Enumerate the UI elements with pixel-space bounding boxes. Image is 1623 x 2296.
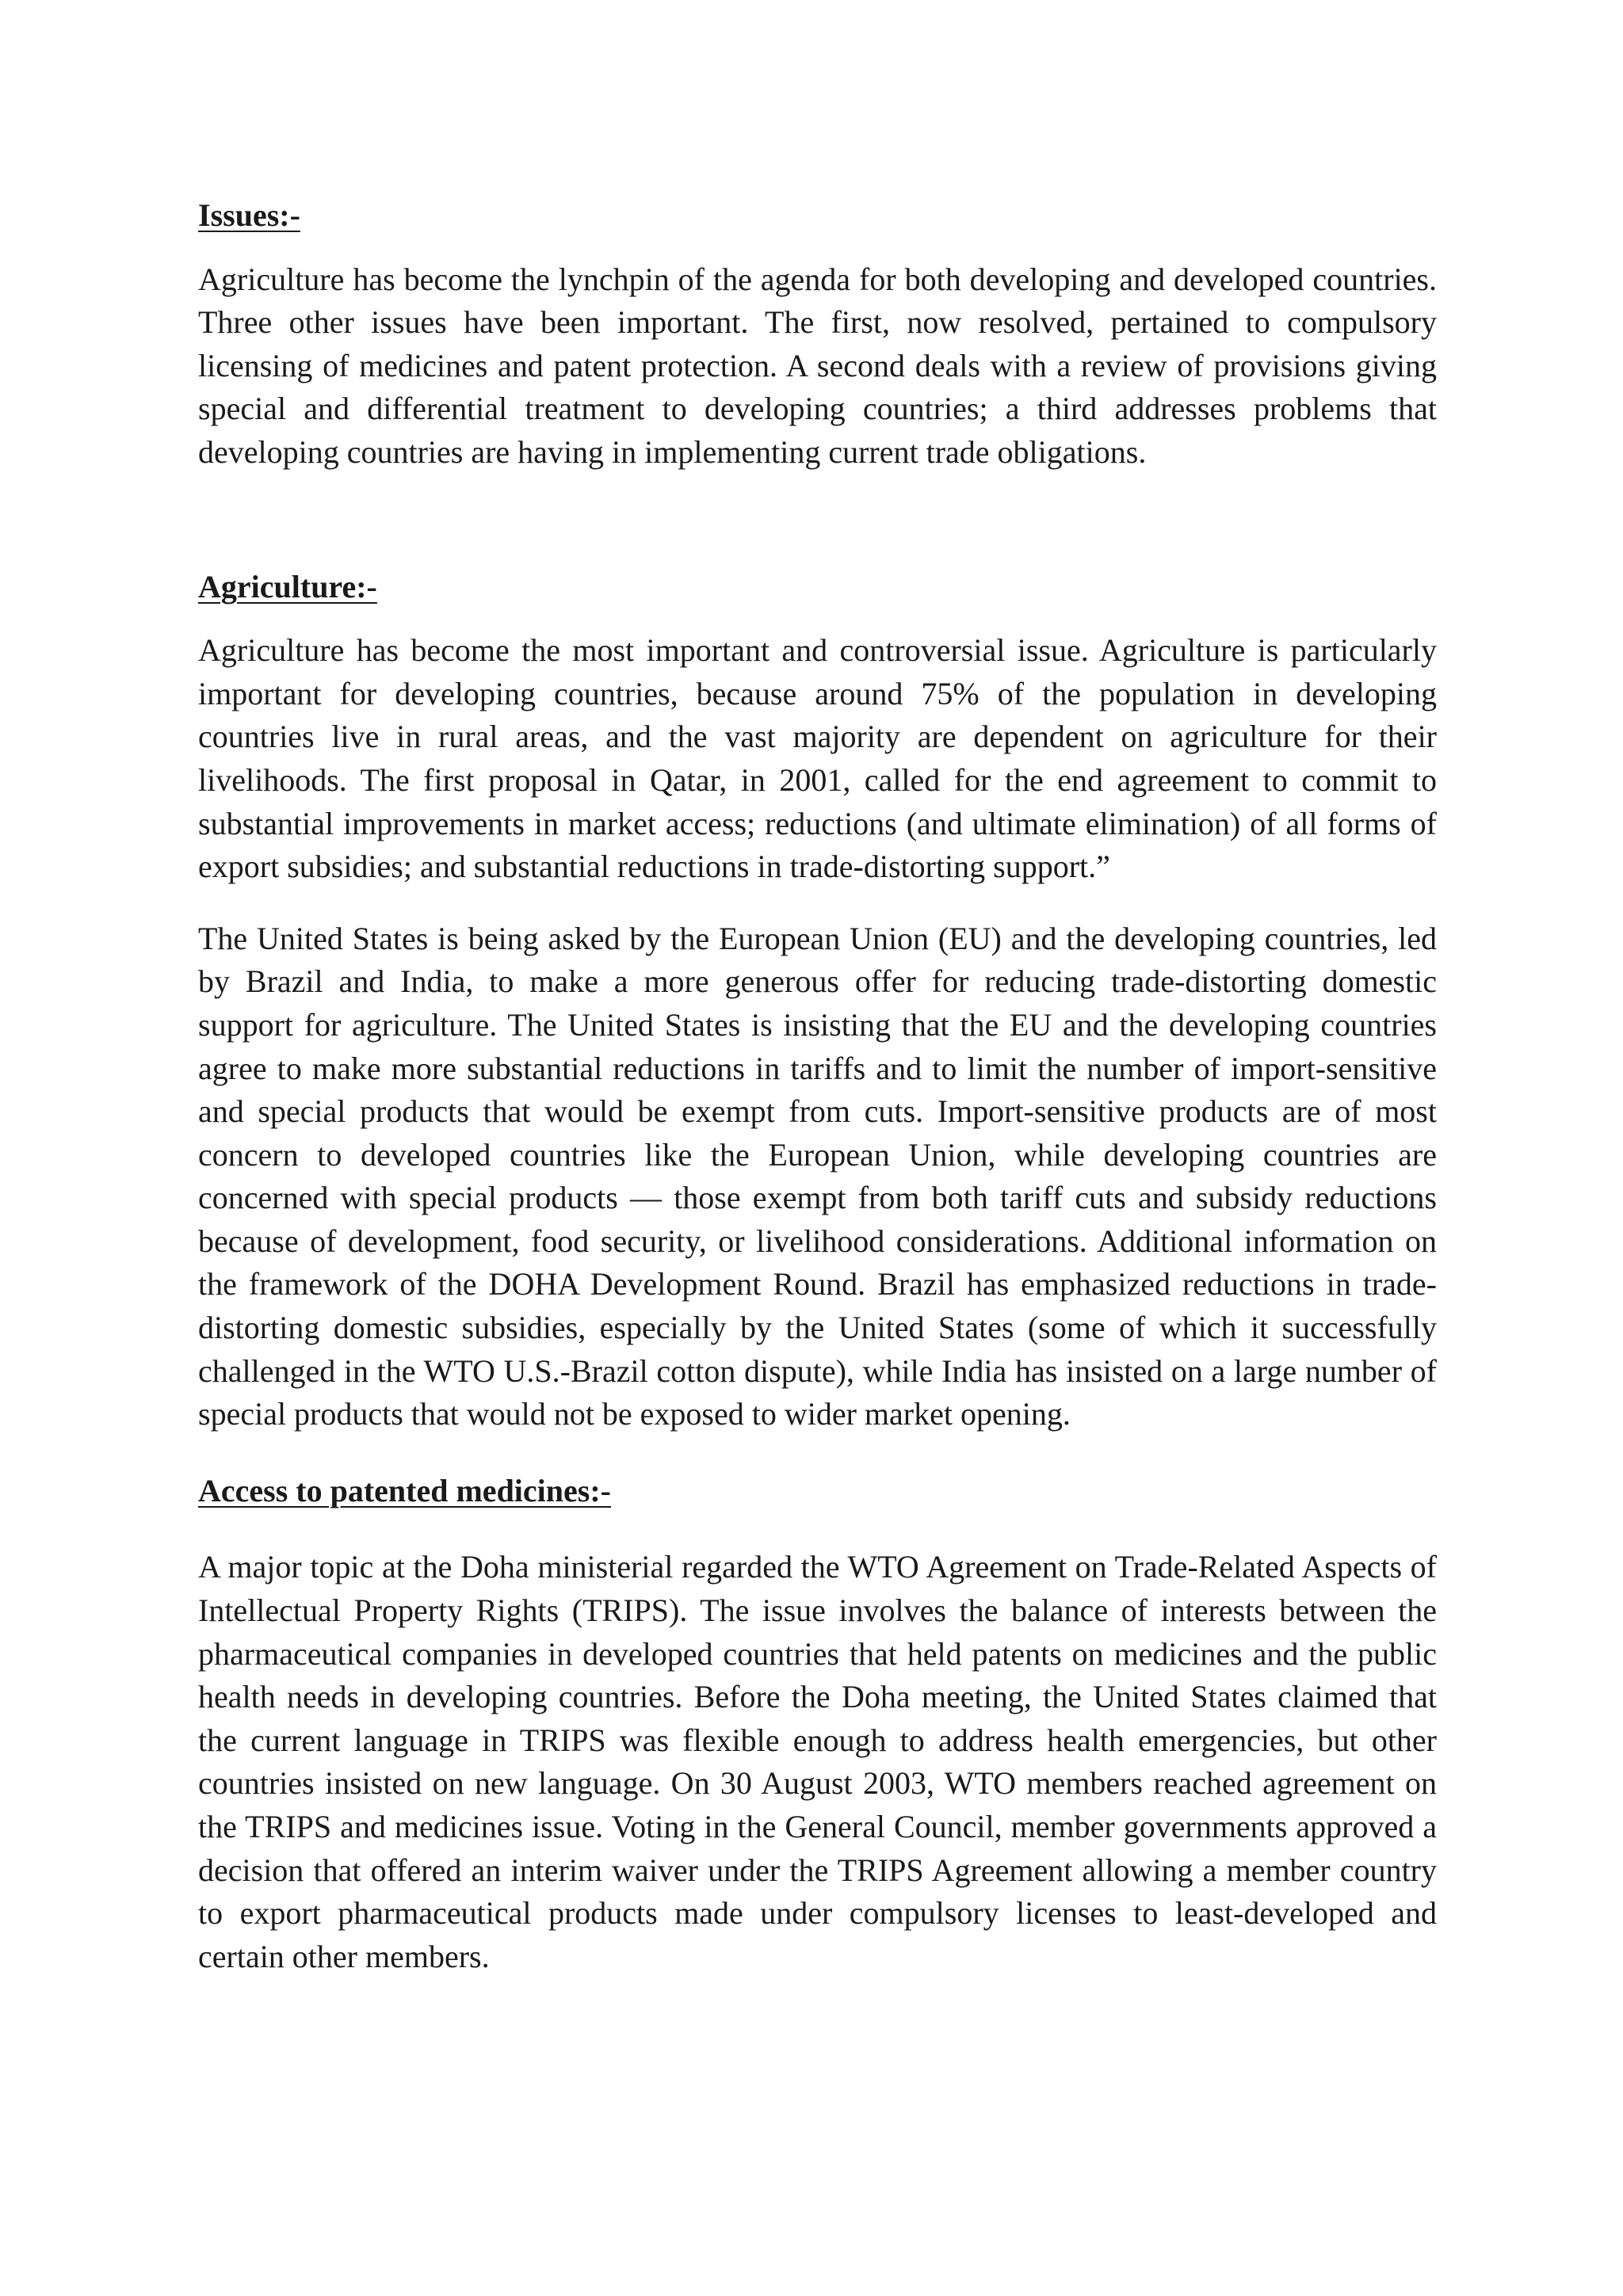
document-page [198, 194, 1437, 1978]
paragraph: A major topic at the Doha ministerial regarded the WTO Agreement on Trade-Related Aspects of Intellectual Property Rights (TRIPS). The issue involves the balance of interests between the pharmaceutical companies in developed countries that held patents on medicines and the public health needs in developing countries. Before the Doha meeting, the United States claimed that the current language in TRIPS was flexible enough to address health emergencies, but other countries insisted on new language. On 30 August 2003, WTO members reached agreement on the TRIPS and medicines issue. Voting in the General Council, member governments approved a decision that offered an interim waiver under the TRIPS Agreement allowing a member country to export pharmaceutical products made under compulsory licenses to least-developed and certain other members. [198, 1549, 1437, 1974]
section-heading-agriculture: Agriculture:- [198, 568, 377, 605]
paragraph: Agriculture has become the most important and controversial issue. Agriculture is particularly important for developing countries, because around 75% of the population in developing countries live in rural areas, and the vast majority are dependent on agriculture for their livelihoods. The first proposal in Qatar, in 2001, called for the end agreement to commit to substantial improvements in market access; reductions (and ultimate elimination) of all forms of export subsidies; and substantial reductions in trade-distorting support.” [198, 632, 1437, 885]
paragraph: The United States is being asked by the European Union (EU) and the developing countries, led by Brazil and India, to make a more generous offer for reducing trade-distorting domestic support for agriculture. The United States is insisting that the EU and the developing countries agree to make more substantial reductions in tariffs and to limit the number of import-sensitive and special products that would be exempt from cuts. Import-sensitive products are of most concern to developed countries like the European Union, while developing countries are concerned with special products — those exempt from both tariff cuts and subsidy reductions because of development, food security, or livelihood considerations. Additional information on the framework of the DOHA Development Round. Brazil has emphasized reductions in trade-distorting domestic subsidies, especially by the United States (some of which it successfully challenged in the WTO U.S.-Brazil cotton dispute), while India has insisted on a large number of special products that would not be exposed to wider market opening. [198, 920, 1437, 1432]
section-heading-access: Access to patented medicines:- [198, 1472, 611, 1508]
section-access-to-patented-medicines [198, 1470, 1437, 1979]
section-heading-issues: Issues:- [198, 197, 300, 233]
section-agriculture [198, 566, 1437, 1436]
paragraph: Agriculture has become the lynchpin of the agenda for both developing and developed countries. Three other issues have been important. The first, now resolved, pertained to compulsory licensing of medicines and patent protection. A second deals with a review of provisions giving special and differential treatment to developing countries; a third addresses problems that developing countries are having in implementing current trade obligations. [198, 261, 1437, 470]
section-issues [198, 194, 1437, 475]
